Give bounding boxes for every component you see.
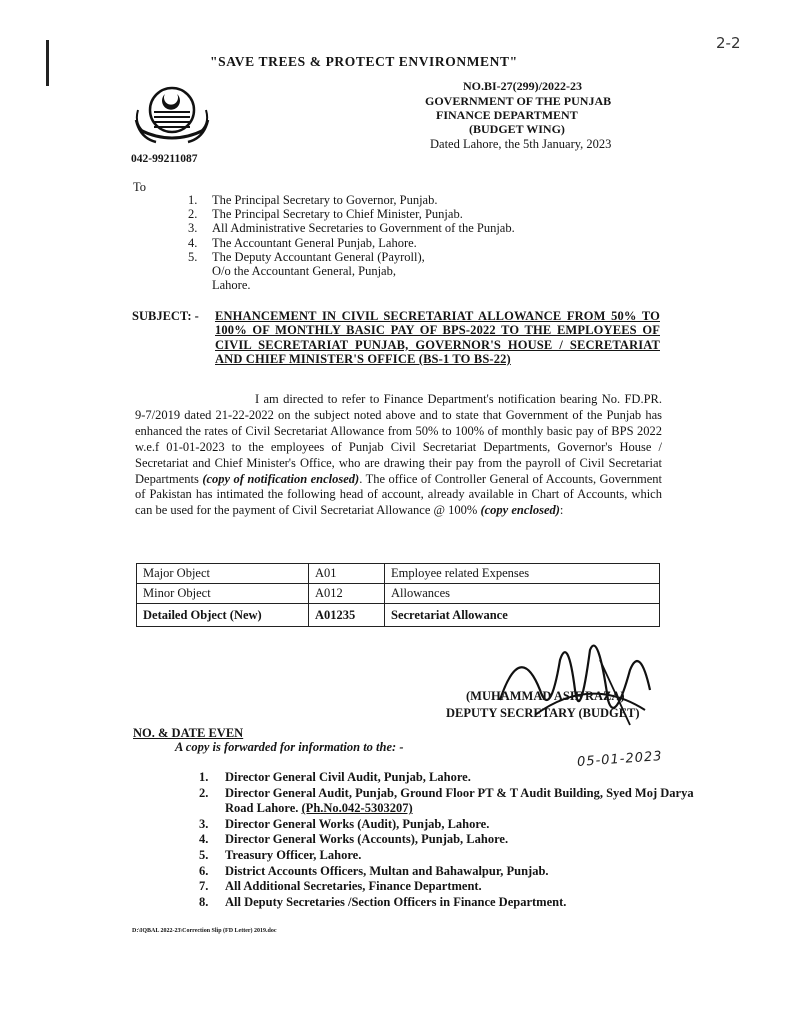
- object-code-table: [136, 563, 660, 627]
- addressee-list: [188, 193, 652, 293]
- government-title: GOVERNMENT OF THE PUNJAB: [425, 94, 612, 108]
- subject-text: ENHANCEMENT IN CIVIL SECRETARIAT ALLOWANCE FROM 50% TO 100% OF MONTHLY BASIC PAY OF BPS-2022 TO THE EMPLOYEES OF CIVIL SECRETARIAT PUNJAB, GOVERNOR'S HOUSE / SECRETARIAT AND CHIEF MINISTER'S OFFICE (BS-1 TO BS-22): [215, 309, 660, 366]
- list-item: 1. Director General Civil Audit, Punjab, Lahore.: [199, 770, 471, 784]
- copy-recipients-list: [199, 770, 695, 910]
- table-cell: Detailed Object (New): [137, 604, 309, 627]
- handwritten-date: 05-01-2023: [576, 749, 663, 770]
- list-item: 4. The Accountant General Punjab, Lahore.: [188, 235, 417, 250]
- list-item: 3. All Administrative Secretaries to Government of the Punjab.: [188, 221, 515, 236]
- list-item: 6. District Accounts Officers, Multan and Bahawalpur, Punjab.: [199, 863, 549, 878]
- signature-scribble: [480, 630, 660, 740]
- table-cell: Minor Object: [137, 584, 309, 604]
- number-and-date: NO. & DATE EVEN: [133, 726, 244, 740]
- list-item: 2. Director General Audit, Punjab, Ground Floor PT & T Audit Building, Syed Moj Darya Road Lahore. (Ph.No.042-5303207): [199, 785, 694, 816]
- list-item: 2. The Principal Secretary to Chief Minister, Punjab.: [188, 207, 463, 222]
- table-row: [137, 584, 660, 604]
- department-title: FINANCE DEPARTMENT: [436, 108, 578, 122]
- margin-mark: [46, 40, 49, 86]
- body-paragraph: I am directed to refer to Finance Department's notification bearing No. FD.PR. 9-7/2019 dated 21-22-2022 on the subject noted above and to state that Government of the Punjab has enhanced the rates of Civil Secretariat Allowance from 50% to 100% of monthly basic pay of BPS 2022 w.e.f 01-01-2023 to the employees of Punjab Civil Secretariat Departments, Governor's House / Secretariat and Chief Minister's Office, who are drawing their pay from the payroll of Civil Secretariat Departments (copy of notification enclosed). The office of Controller General of Accounts, Government of Pakistan has intimated the following head of account, already available in Chart of Accounts, which can be used for the payment of Civil Secretariat Allowance @ 100% (copy enclosed):: [135, 392, 663, 518]
- table-row: [137, 564, 660, 584]
- reference-number: NO.BI-27(299)/2022-23: [463, 79, 582, 93]
- wing-title: (BUDGET WING): [469, 122, 565, 136]
- table-cell: Allowances: [385, 584, 660, 604]
- table-cell: Secretariat Allowance: [385, 604, 660, 627]
- signatory-designation: DEPUTY SECRETARY (BUDGET): [446, 706, 640, 720]
- list-item: 5. Treasury Officer, Lahore.: [199, 847, 362, 862]
- dated-line: Dated Lahore, the 5th January, 2023: [430, 137, 612, 151]
- copy-forwarded-line: A copy is forwarded for information to the: -: [175, 740, 404, 754]
- header-motto: "SAVE TREES & PROTECT ENVIRONMENT": [210, 54, 518, 69]
- handwritten-corner-note: 2-2: [716, 34, 741, 52]
- signatory-name: (MUHAMMAD ASIF RAZA): [466, 689, 625, 703]
- table-cell: A01235: [309, 604, 385, 627]
- punjab-emblem-logo: [130, 80, 214, 148]
- list-item: 8. All Deputy Secretaries /Section Officers in Finance Department.: [199, 894, 567, 909]
- list-item: 1. The Principal Secretary to Governor, Punjab.: [188, 193, 438, 207]
- table-cell: Employee related Expenses: [385, 564, 660, 584]
- subject-label: SUBJECT: -: [132, 309, 199, 323]
- list-item: 5. The Deputy Accountant General (Payroll), O/o the Accountant General, Punjab, Lahore.: [188, 249, 425, 293]
- to-label: To: [133, 180, 147, 194]
- table-cell: A01: [309, 564, 385, 584]
- footer-file-path: D:\IQBAL 2022-23\Correction Slip (FD Letter) 2019.doc: [132, 928, 277, 934]
- list-item: 3. Director General Works (Audit), Punjab, Lahore.: [199, 816, 490, 831]
- table-row: [137, 604, 660, 627]
- list-item: 4. Director General Works (Accounts), Punjab, Lahore.: [199, 832, 509, 847]
- table-cell: Major Object: [137, 564, 309, 584]
- table-cell: A012: [309, 584, 385, 604]
- office-phone: 042-99211087: [131, 153, 198, 165]
- list-item: 7. All Additional Secretaries, Finance Department.: [199, 879, 482, 894]
